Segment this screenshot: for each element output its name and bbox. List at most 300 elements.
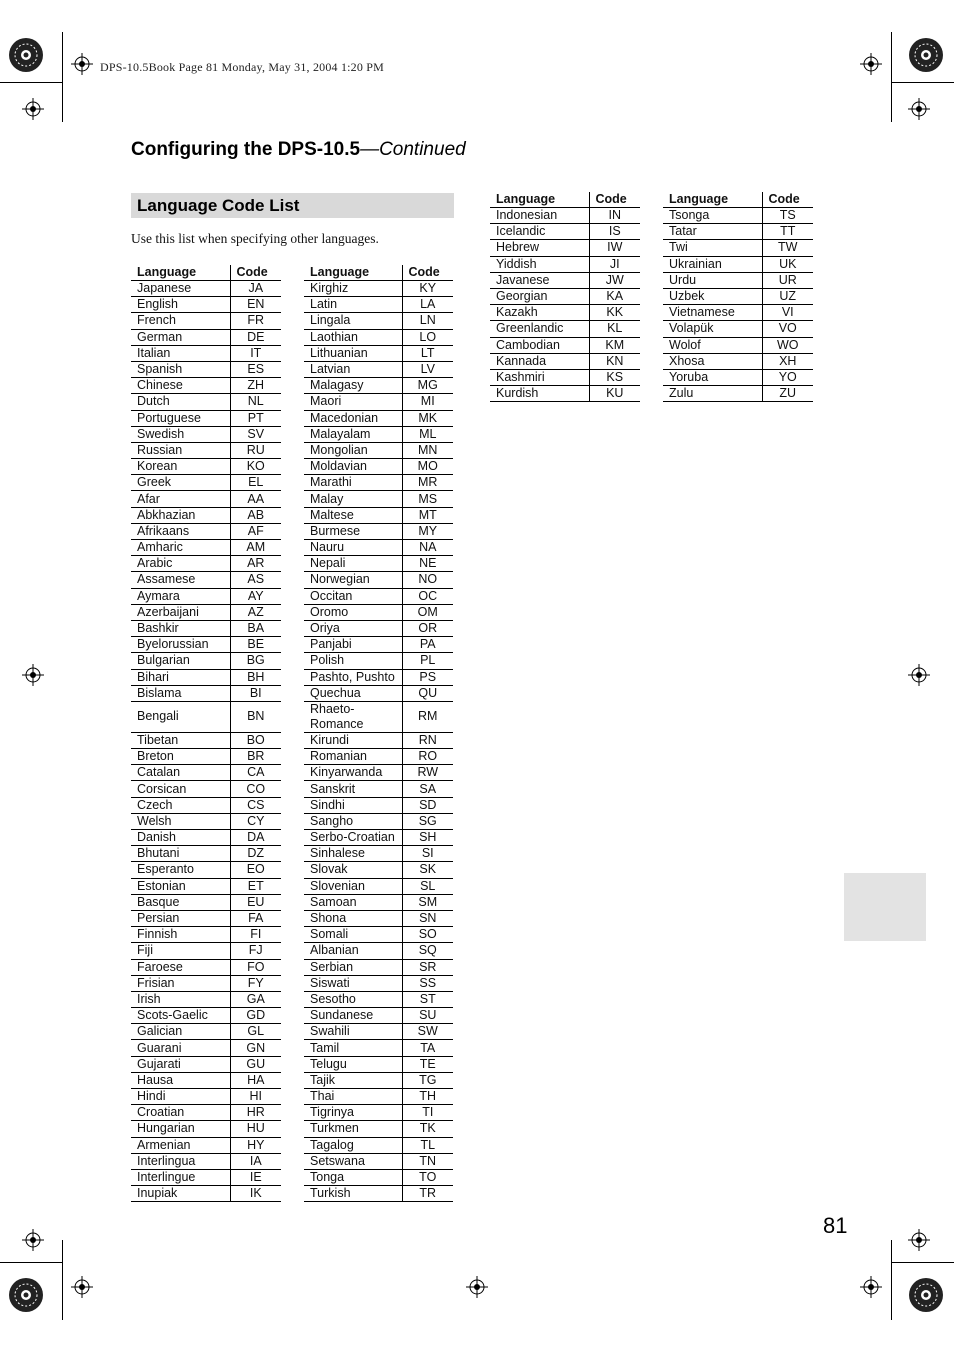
language-name: Afrikaans [131, 523, 230, 539]
language-name: Assamese [131, 572, 230, 588]
language-name: Tamil [304, 1040, 402, 1056]
table-row [131, 637, 281, 653]
language-name: Arabic [131, 556, 230, 572]
language-code: WO [762, 337, 813, 353]
page-title-continued: —Continued [360, 139, 466, 160]
table-row [131, 765, 281, 781]
language-name: Aymara [131, 588, 230, 604]
language-name: Serbo-Croatian [304, 830, 402, 846]
language-code: BR [230, 749, 281, 765]
language-code: KM [589, 337, 640, 353]
language-name: Tigrinya [304, 1105, 402, 1121]
table-row [304, 975, 453, 991]
language-code: MK [402, 410, 453, 426]
language-code: TK [402, 1121, 453, 1137]
language-code: SK [402, 862, 453, 878]
language-code: XH [762, 353, 813, 369]
table-row [304, 491, 453, 507]
language-name: Cambodian [490, 337, 589, 353]
table-row [131, 1186, 281, 1202]
table-row [490, 288, 640, 304]
language-name: Irish [131, 991, 230, 1007]
section-heading: Language Code List [137, 196, 300, 215]
language-code: HR [230, 1105, 281, 1121]
language-code: CY [230, 813, 281, 829]
language-name: Tagalog [304, 1137, 402, 1153]
table-row [131, 329, 281, 345]
language-code: TW [762, 240, 813, 256]
language-name: Burmese [304, 523, 402, 539]
table-row [663, 353, 813, 369]
language-name: Oriya [304, 620, 402, 636]
language-code: LV [402, 361, 453, 377]
table-row [304, 329, 453, 345]
language-code: LT [402, 345, 453, 361]
language-name: Danish [131, 830, 230, 846]
table-header-row [663, 192, 813, 208]
language-name: Kirghiz [304, 281, 402, 297]
language-name: Breton [131, 749, 230, 765]
language-name: Sinhalese [304, 846, 402, 862]
table-row [131, 540, 281, 556]
table-row [131, 1040, 281, 1056]
language-name: Samoan [304, 894, 402, 910]
language-code: BI [230, 685, 281, 701]
language-code: OC [402, 588, 453, 604]
language-name: Vietnamese [663, 305, 762, 321]
language-name: Xhosa [663, 353, 762, 369]
language-name: Korean [131, 459, 230, 475]
language-code: RM [402, 701, 453, 732]
table-row [490, 256, 640, 272]
table-row [663, 256, 813, 272]
language-name: Siswati [304, 975, 402, 991]
table-row [304, 781, 453, 797]
table-row [131, 1056, 281, 1072]
table-row [304, 685, 453, 701]
table-row [131, 927, 281, 943]
table-row [131, 1105, 281, 1121]
language-name: Finnish [131, 927, 230, 943]
language-name: Mongolian [304, 442, 402, 458]
language-name: Bulgarian [131, 653, 230, 669]
language-code: JW [589, 272, 640, 288]
language-name: Javanese [490, 272, 589, 288]
table-row [304, 620, 453, 636]
table-row [131, 1089, 281, 1105]
language-name: Urdu [663, 272, 762, 288]
table-row [304, 281, 453, 297]
crop-mark [892, 1262, 954, 1263]
language-code: TL [402, 1137, 453, 1153]
table-row [304, 846, 453, 862]
table-row [304, 556, 453, 572]
language-name: Sundanese [304, 1008, 402, 1024]
language-name: Portuguese [131, 410, 230, 426]
registration-mark-icon [22, 664, 44, 686]
table-row [304, 959, 453, 975]
language-name: Dutch [131, 394, 230, 410]
table-row [131, 313, 281, 329]
table-row [304, 426, 453, 442]
language-name: Swahili [304, 1024, 402, 1040]
language-code: FR [230, 313, 281, 329]
language-name: Sangho [304, 813, 402, 829]
table-row [304, 588, 453, 604]
table-row [131, 862, 281, 878]
table-row [304, 1072, 453, 1088]
language-code: OM [402, 604, 453, 620]
language-code: HU [230, 1121, 281, 1137]
language-name: Rhaeto-Romance [304, 701, 402, 732]
language-code-table-3 [490, 192, 640, 402]
chapter-tab [844, 873, 926, 941]
language-code: BA [230, 620, 281, 636]
language-name: Galician [131, 1024, 230, 1040]
language-code: SH [402, 830, 453, 846]
language-name: Interlingue [131, 1169, 230, 1185]
registration-mark-icon [466, 1276, 488, 1298]
table-row [304, 797, 453, 813]
language-code: GU [230, 1056, 281, 1072]
table-row [490, 272, 640, 288]
language-code: RU [230, 442, 281, 458]
language-code: VO [762, 321, 813, 337]
table-row [131, 894, 281, 910]
language-code: UZ [762, 288, 813, 304]
code-column-header: Code [230, 265, 281, 281]
language-code: TE [402, 1056, 453, 1072]
language-name: Tibetan [131, 732, 230, 748]
table-row [131, 1137, 281, 1153]
table-row [304, 410, 453, 426]
language-code: TH [402, 1089, 453, 1105]
language-code: EO [230, 862, 281, 878]
crop-mark [892, 82, 954, 83]
language-code: AF [230, 523, 281, 539]
table-row [131, 732, 281, 748]
language-name: Latin [304, 297, 402, 313]
table-row [131, 878, 281, 894]
table-row [131, 1008, 281, 1024]
language-code: UK [762, 256, 813, 272]
language-code: ZH [230, 378, 281, 394]
language-name: Laothian [304, 329, 402, 345]
table-row [304, 943, 453, 959]
table-row [304, 394, 453, 410]
table-row [131, 669, 281, 685]
language-name: Indonesian [490, 208, 589, 224]
language-code: KS [589, 369, 640, 385]
language-code: SL [402, 878, 453, 894]
language-name: Twi [663, 240, 762, 256]
language-code: BE [230, 637, 281, 653]
language-code: GD [230, 1008, 281, 1024]
language-code: BH [230, 669, 281, 685]
language-code: AB [230, 507, 281, 523]
language-name: Greek [131, 475, 230, 491]
language-code: AA [230, 491, 281, 507]
language-code-table-2 [304, 265, 453, 1202]
language-code: AM [230, 540, 281, 556]
language-code: MT [402, 507, 453, 523]
table-row [304, 1089, 453, 1105]
language-name: Italian [131, 345, 230, 361]
language-name: Sindhi [304, 797, 402, 813]
language-name: Romanian [304, 749, 402, 765]
language-code: DE [230, 329, 281, 345]
table-row [131, 556, 281, 572]
language-code: KN [589, 353, 640, 369]
table-row [131, 345, 281, 361]
language-code: HY [230, 1137, 281, 1153]
table-row [131, 507, 281, 523]
table-row [131, 394, 281, 410]
language-code: SW [402, 1024, 453, 1040]
language-name: Esperanto [131, 862, 230, 878]
language-name: Telugu [304, 1056, 402, 1072]
language-name: English [131, 297, 230, 313]
table-header-row [304, 265, 453, 281]
language-name: Lithuanian [304, 345, 402, 361]
table-row [131, 749, 281, 765]
table-row [304, 862, 453, 878]
print-header: DPS-10.5Book Page 81 Monday, May 31, 2004 1:20 PM [100, 60, 385, 74]
color-dial-icon [8, 1277, 44, 1313]
table-row [304, 894, 453, 910]
table-row [304, 459, 453, 475]
language-code: CS [230, 797, 281, 813]
table-row [490, 386, 640, 402]
crop-mark [62, 1240, 63, 1320]
table-row [304, 523, 453, 539]
table-row [304, 991, 453, 1007]
language-name: Welsh [131, 813, 230, 829]
language-name: Panjabi [304, 637, 402, 653]
table-row [304, 637, 453, 653]
table-row [663, 337, 813, 353]
crop-mark [62, 32, 63, 122]
table-row [131, 378, 281, 394]
language-name: Estonian [131, 878, 230, 894]
table-row [131, 685, 281, 701]
language-code: IA [230, 1153, 281, 1169]
table-row [131, 1153, 281, 1169]
language-code: GA [230, 991, 281, 1007]
table-row [131, 1024, 281, 1040]
table-row [304, 475, 453, 491]
language-column-header: Language [490, 192, 589, 208]
language-code: UR [762, 272, 813, 288]
language-code: KA [589, 288, 640, 304]
language-code: KY [402, 281, 453, 297]
language-code: AY [230, 588, 281, 604]
language-name: Tatar [663, 224, 762, 240]
table-row [490, 321, 640, 337]
language-name: Kirundi [304, 732, 402, 748]
language-name: Armenian [131, 1137, 230, 1153]
table-row [490, 353, 640, 369]
registration-mark-icon [908, 98, 930, 120]
language-code: MY [402, 523, 453, 539]
language-name: Slovenian [304, 878, 402, 894]
language-code: FY [230, 975, 281, 991]
language-code: NA [402, 540, 453, 556]
code-column-header: Code [762, 192, 813, 208]
language-code: MR [402, 475, 453, 491]
language-code: NL [230, 394, 281, 410]
language-name: Maltese [304, 507, 402, 523]
registration-mark-icon [908, 664, 930, 686]
crop-mark [891, 1240, 892, 1320]
language-code: TN [402, 1153, 453, 1169]
table-row [304, 345, 453, 361]
table-row [490, 224, 640, 240]
table-row [304, 540, 453, 556]
table-row [304, 313, 453, 329]
table-row [663, 288, 813, 304]
language-code: JA [230, 281, 281, 297]
language-code: RW [402, 765, 453, 781]
table-row [304, 910, 453, 926]
registration-mark-icon [22, 1229, 44, 1251]
language-code: CO [230, 781, 281, 797]
table-row [131, 523, 281, 539]
language-name: Corsican [131, 781, 230, 797]
language-code: ET [230, 878, 281, 894]
language-name: Malayalam [304, 426, 402, 442]
table-row [131, 572, 281, 588]
language-name: Interlingua [131, 1153, 230, 1169]
language-code: PA [402, 637, 453, 653]
language-code: DZ [230, 846, 281, 862]
language-name: Sesotho [304, 991, 402, 1007]
table-row [304, 1121, 453, 1137]
language-name: Japanese [131, 281, 230, 297]
table-row [304, 1040, 453, 1056]
language-code: ML [402, 426, 453, 442]
language-code: KU [589, 386, 640, 402]
language-code: VI [762, 305, 813, 321]
language-name: Azerbaijani [131, 604, 230, 620]
table-row [490, 208, 640, 224]
language-name: Swedish [131, 426, 230, 442]
language-code: KO [230, 459, 281, 475]
crop-mark [891, 32, 892, 122]
language-name: Volapük [663, 321, 762, 337]
table-row [490, 240, 640, 256]
language-name: Tsonga [663, 208, 762, 224]
language-code: NE [402, 556, 453, 572]
table-row [131, 1169, 281, 1185]
language-name: Quechua [304, 685, 402, 701]
table-row [304, 297, 453, 313]
table-row [304, 1137, 453, 1153]
table-row [131, 813, 281, 829]
language-name: Somali [304, 927, 402, 943]
language-code: RN [402, 732, 453, 748]
language-code: KK [589, 305, 640, 321]
table-row [304, 1186, 453, 1202]
table-row [663, 224, 813, 240]
page-number: 81 [823, 1213, 848, 1238]
language-name: Icelandic [490, 224, 589, 240]
language-column-header: Language [131, 265, 230, 281]
table-row [131, 653, 281, 669]
registration-mark-icon [71, 53, 93, 75]
language-code: RO [402, 749, 453, 765]
registration-mark-icon [860, 53, 882, 75]
language-name: French [131, 313, 230, 329]
language-code: EN [230, 297, 281, 313]
language-code: AZ [230, 604, 281, 620]
table-row [304, 927, 453, 943]
language-name: Hausa [131, 1072, 230, 1088]
language-code: MN [402, 442, 453, 458]
language-name: Shona [304, 910, 402, 926]
color-dial-icon [908, 1277, 944, 1313]
table-row [304, 653, 453, 669]
table-row [131, 604, 281, 620]
table-row [304, 1024, 453, 1040]
language-code: SM [402, 894, 453, 910]
language-code: CA [230, 765, 281, 781]
table-row [663, 240, 813, 256]
language-code: SI [402, 846, 453, 862]
language-name: Amharic [131, 540, 230, 556]
language-name: Latvian [304, 361, 402, 377]
language-code: FO [230, 959, 281, 975]
table-row [131, 910, 281, 926]
language-code: TG [402, 1072, 453, 1088]
language-column-header: Language [304, 265, 402, 281]
language-code-table-4 [663, 192, 813, 402]
table-row [131, 830, 281, 846]
table-row [131, 361, 281, 377]
language-code: SQ [402, 943, 453, 959]
language-code: HA [230, 1072, 281, 1088]
table-row [663, 321, 813, 337]
language-code: PL [402, 653, 453, 669]
language-code: GN [230, 1040, 281, 1056]
language-code: BN [230, 701, 281, 732]
language-name: Kazakh [490, 305, 589, 321]
table-row [663, 369, 813, 385]
language-code: HI [230, 1089, 281, 1105]
table-header-row [131, 265, 281, 281]
table-row [304, 732, 453, 748]
language-name: Slovak [304, 862, 402, 878]
language-code: SS [402, 975, 453, 991]
code-column-header: Code [589, 192, 640, 208]
table-row [304, 701, 453, 732]
table-row [131, 959, 281, 975]
language-code: TR [402, 1186, 453, 1202]
language-name: Greenlandic [490, 321, 589, 337]
table-row [131, 701, 281, 732]
language-name: Chinese [131, 378, 230, 394]
table-row [131, 1121, 281, 1137]
table-row [304, 442, 453, 458]
table-row [304, 507, 453, 523]
table-row [490, 337, 640, 353]
language-code: PT [230, 410, 281, 426]
language-name: Bihari [131, 669, 230, 685]
language-name: Macedonian [304, 410, 402, 426]
language-name: Fiji [131, 943, 230, 959]
language-code: SD [402, 797, 453, 813]
language-code: MS [402, 491, 453, 507]
